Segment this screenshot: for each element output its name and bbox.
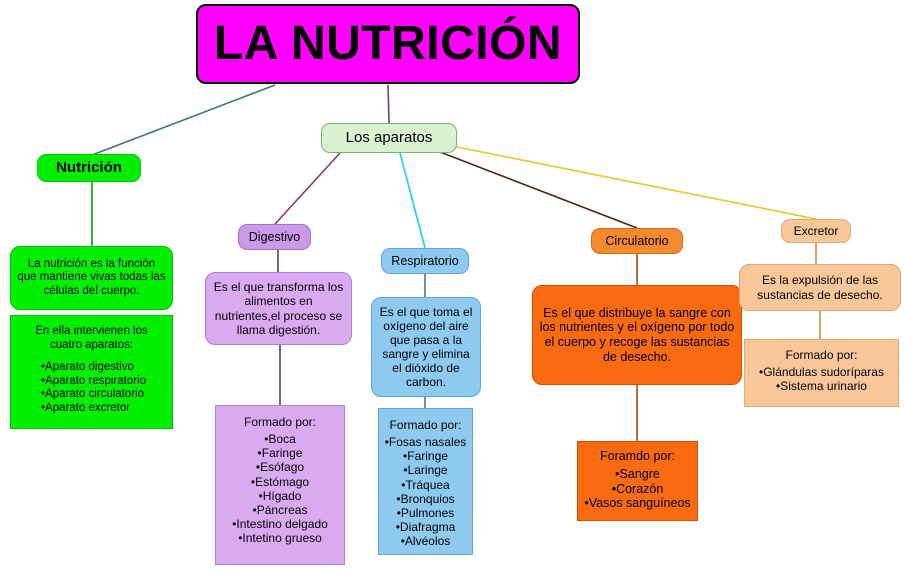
list-item: •Estómago (250, 474, 310, 489)
list-item: •Fosas nasales (384, 435, 467, 450)
list-item: •Intestino delgado (232, 517, 328, 532)
list-item: •Laringe (403, 463, 448, 478)
list-item: •Intetino grueso (238, 531, 322, 546)
node-excretor-list (744, 339, 899, 407)
node-circulatorio-list (577, 441, 698, 521)
node-respiratorio-title[interactable]: Respiratorio (381, 248, 469, 274)
list-item: •Alvéolos (400, 534, 451, 549)
node-digestivo-list (215, 405, 345, 565)
list-item: •Faringe (403, 449, 448, 464)
page-title: LA NUTRICIÓN (196, 4, 580, 84)
respiratorio-list-lead: Formado por: (389, 418, 462, 432)
list-item: •Sangre (615, 466, 660, 481)
list-item: •Diafragma (395, 520, 456, 535)
list-item: •Esófago (255, 460, 305, 475)
list-item: •Hígado (258, 488, 302, 503)
circulatorio-list-lead: Foramdo por: (599, 449, 676, 463)
node-los-aparatos[interactable]: Los aparatos (321, 123, 457, 153)
nutricion-list-lead: En ella intervienen los cuatro aparatos: (35, 325, 148, 351)
list-item: •Vasos sanguíneos (584, 496, 691, 511)
list-item: •Pulmones (396, 505, 455, 520)
node-circulatorio-title[interactable]: Circulatorio (591, 228, 683, 254)
list-item: •Aparato circulatorio (41, 388, 145, 401)
respiratorio-list-items (381, 435, 470, 548)
list-item: •Páncreas (252, 502, 308, 517)
node-circulatorio-definition: Es el que distribuye la sangre con los nutrientes y el oxígeno por todo el cuerpo y recoge las sustancias de desecho. (532, 285, 742, 385)
list-item: •Tráquea (401, 477, 450, 492)
node-nutricion-title[interactable]: Nutrición (37, 154, 141, 182)
excretor-list-items (749, 365, 894, 393)
node-excretor-definition: Es la expulsión de las sustancias de desecho. (739, 264, 901, 311)
excretor-list-lead: Formado por: (785, 348, 858, 362)
node-excretor-title[interactable]: Excretor (781, 219, 851, 243)
circulatorio-list-items (582, 467, 693, 511)
node-nutricion-list (10, 315, 173, 429)
list-item: •Sistema urinario (776, 379, 867, 394)
list-item: •Aparato excretor (41, 401, 131, 414)
node-respiratorio-list (378, 408, 473, 555)
node-digestivo-definition: Es el que transforma los alimentos en nutrientes,el proceso se llama digestión. (205, 272, 352, 345)
list-item: •Aparato respiratorio (41, 374, 147, 387)
list-item: •Boca (264, 432, 296, 447)
node-nutricion-definition: La nutrición es la función que mantiene vivas todas las células del cuerpo. (10, 246, 173, 310)
list-item: •Faringe (257, 446, 303, 461)
list-item: •Aparato digestivo (41, 361, 134, 374)
list-item: •Bronquios (396, 491, 455, 506)
nutricion-list-items (19, 361, 164, 415)
digestivo-list-lead: Formado por: (243, 415, 317, 429)
list-item: •Corazón (611, 481, 664, 496)
node-respiratorio-definition: Es el que toma el oxígeno del aire que pasa a la sangre y elimina el dióxido de carbon. (371, 297, 481, 397)
list-item: •Glándulas sudoríparas (759, 365, 884, 380)
digestivo-list-items (220, 432, 340, 545)
node-digestivo-title[interactable]: Digestivo (238, 224, 311, 250)
